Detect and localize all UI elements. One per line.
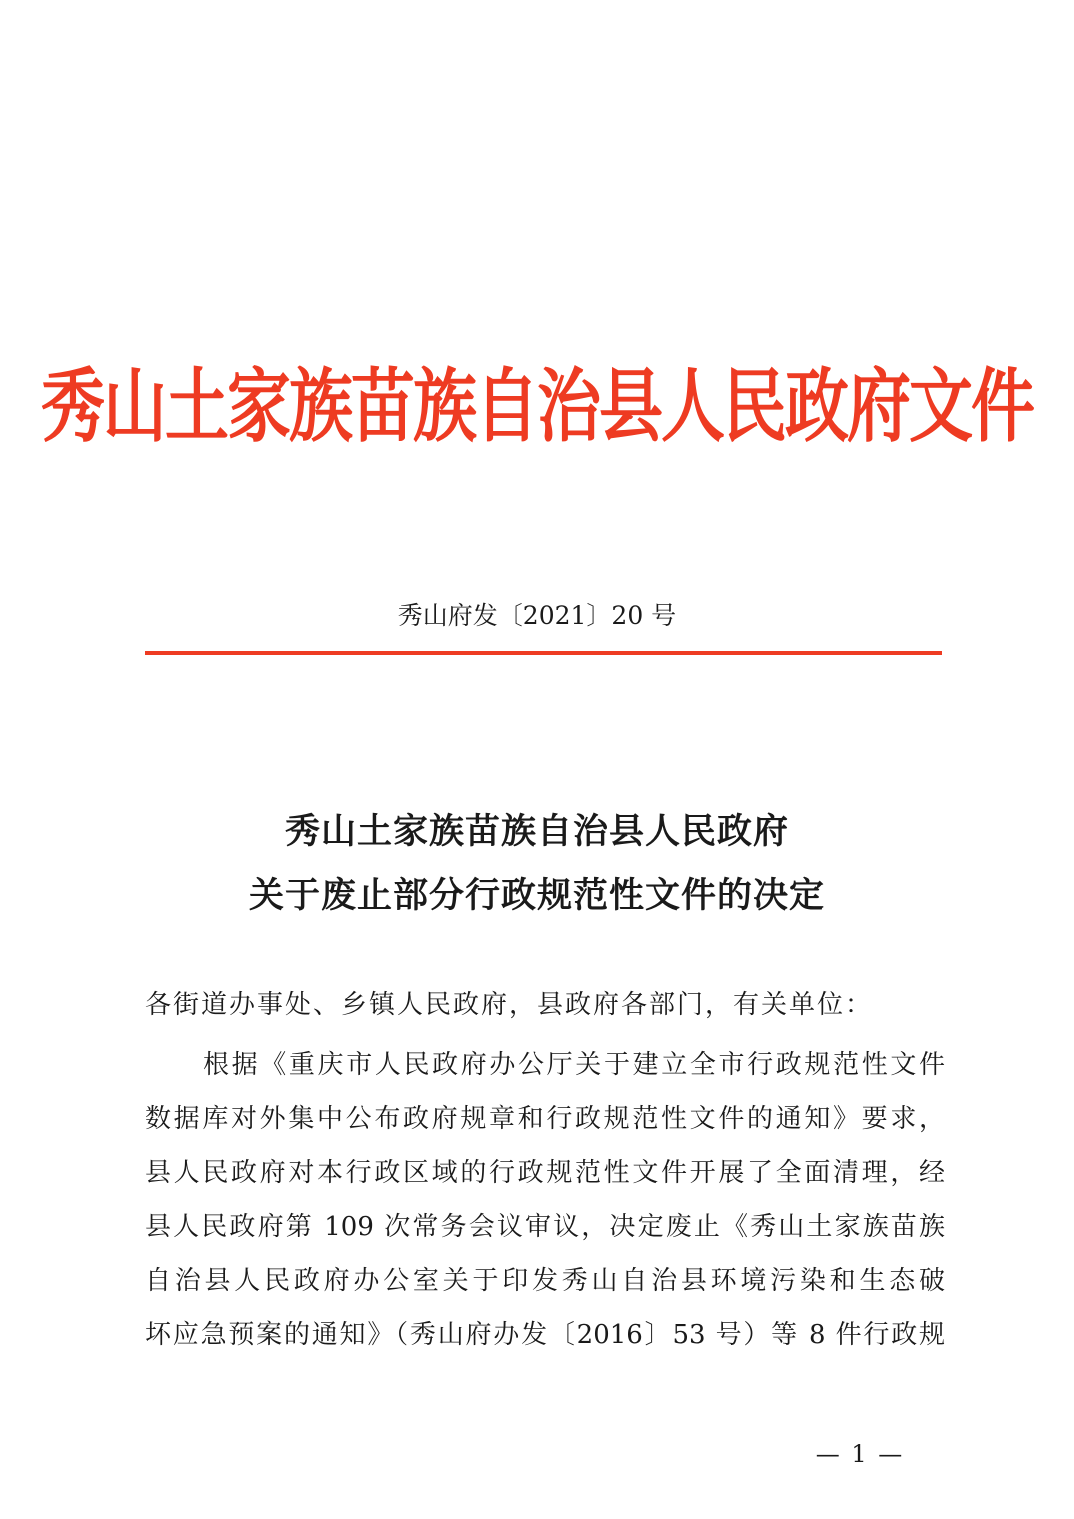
body-line: 数据库对外集中公布政府规章和行政规范性文件的通知》要求，	[145, 1104, 945, 1134]
title-line-2: 关于废止部分行政规范性文件的决定	[248, 875, 825, 916]
document-title	[0, 800, 1074, 928]
page-number: — 1 —	[815, 1440, 905, 1468]
body-line: 坏应急预案的通知》（秀山府办发〔2016〕53 号）等 8 件行政规	[145, 1320, 945, 1350]
title-line-1: 秀山土家族苗族自治县人民政府	[284, 811, 789, 852]
body-line: 县人民政府第 109 次常务会议审议，决定废止《秀山土家族苗族	[145, 1212, 945, 1242]
body-line: 根据《重庆市人民政府办公厅关于建立全市行政规范性文件	[203, 1050, 945, 1080]
issuer-header: 秀山土家族苗族自治县人民政府文件	[41, 361, 1033, 454]
body-line: 自治县人民政府办公室关于印发秀山自治县环境污染和生态破	[145, 1266, 945, 1296]
document-number: 秀山府发〔2021〕20 号	[397, 601, 677, 630]
addressee-line: 各街道办事处、乡镇人民政府，县政府各部门，有关单位：	[145, 990, 874, 1020]
red-divider-line	[145, 651, 942, 655]
body-line: 县人民政府对本行政区域的行政规范性文件开展了全面清理，经	[145, 1158, 945, 1188]
body-paragraph	[145, 1038, 945, 1362]
